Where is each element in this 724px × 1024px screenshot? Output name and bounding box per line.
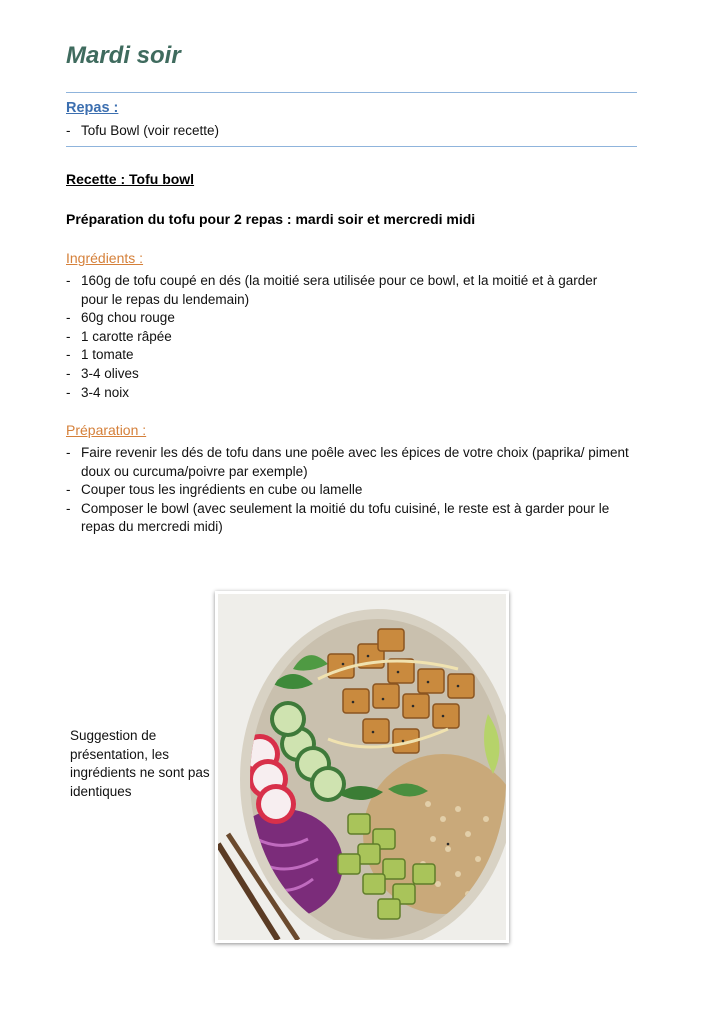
prep-note: Préparation du tofu pour 2 repas : mardi soir et mercredi midi (66, 211, 476, 227)
list-item: - 60g chou rouge (66, 309, 626, 328)
ingredients-list (66, 272, 626, 402)
ingredients-heading: Ingrédients : (66, 250, 144, 266)
list-item: - 3-4 olives (66, 365, 626, 384)
list-item: - 160g de tofu coupé en dés (la moitié sera utilisée pour ce bowl, et la moitié et à garder pour le repas du lendemain) (66, 272, 626, 309)
list-item: - Couper tous les ingrédients en cube ou lamelle (66, 481, 632, 500)
divider-bottom (66, 146, 637, 147)
bowl-illustration (218, 594, 506, 940)
list-item: - Tofu Bowl (voir recette) (66, 122, 638, 141)
preparation-heading: Préparation : (66, 422, 147, 438)
repas-list (66, 122, 638, 141)
photo-caption: Suggestion de présentation, les ingrédients ne sont pas identiques (70, 728, 210, 799)
list-item: - 1 carotte râpée (66, 328, 626, 347)
recipe-title: Recette : Tofu bowl (66, 171, 195, 187)
divider-top (66, 92, 637, 93)
list-item: - Composer le bowl (avec seulement la moitié du tofu cuisiné, le reste est à garder pour le repas du mercredi midi) (66, 500, 632, 537)
list-item: - 1 tomate (66, 346, 626, 365)
list-item: - 3-4 noix (66, 384, 626, 403)
preparation-list (66, 444, 632, 537)
page-title: Mardi soir (66, 42, 181, 69)
list-item: - Faire revenir les dés de tofu dans une poêle avec les épices de votre choix (paprika/ piment doux ou curcuma/poivre par exemple) (66, 444, 632, 481)
tofu-bowl-photo (215, 591, 509, 943)
repas-heading: Repas : (66, 100, 119, 116)
